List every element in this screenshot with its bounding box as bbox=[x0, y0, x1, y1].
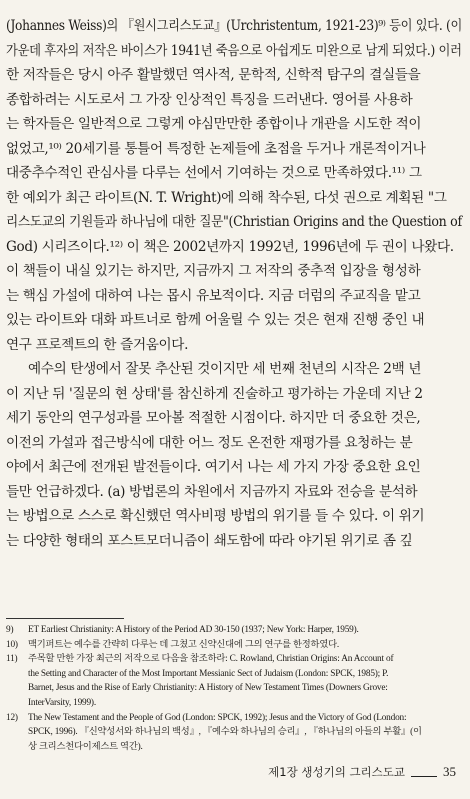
body-line: (Johannes Weiss)의 『원시그리스도교』(Urchristentum, 1921-23)⁹⁾ 등이 있다. (이 bbox=[6, 18, 462, 34]
footnote-number: 12) bbox=[6, 712, 18, 723]
footnote-line: 상 크리스천다이제스트 역간). bbox=[28, 741, 143, 752]
body-line: 세기 동안의 연구성과를 모아볼 적절한 시점이다. 하지만 더 중요한 것은, bbox=[6, 410, 421, 426]
footnote-line: ET Earliest Christianity: A History of the Period AD 30-150 (1937; New York: Harper, 1959). bbox=[28, 625, 359, 635]
footnote-number: 9) bbox=[6, 625, 14, 635]
body-line: 이 책들이 내실 있기는 하지만, 지금까지 그 저작의 중추적 입장을 형성하 bbox=[6, 263, 421, 279]
body-line: 종합하려는 시도로서 그 가장 인상적인 특징을 드러낸다. 영어를 사용하 bbox=[6, 91, 413, 108]
body-line: 대중추수적인 관심사를 다루는 선에서 기여하는 것으로 만족하였다.¹¹⁾ 그 bbox=[6, 165, 422, 181]
footnote-line: 맥기퍼트는 예수를 간략히 다루는 데 그쳤고 신약신대에 그의 연구를 한정하였다. bbox=[28, 639, 340, 650]
running-footer bbox=[268, 764, 456, 780]
footnote-line: Barnet, Jesus and the Rise of Early Christianity: A History of New Testament Times (Downers Grove: bbox=[28, 683, 388, 694]
body-line: 없었고,¹⁰⁾ 20세기를 통틀어 특정한 논제들에 초점을 두거나 개론적이거나 bbox=[6, 140, 426, 157]
body-text bbox=[6, 14, 462, 553]
footnote-line: 주목할 만한 가장 최근의 저작으로 다음을 참조하라: C. Rowland, Christian Origins: An Account of bbox=[28, 654, 394, 665]
body-line: 한 저작들은 당시 아주 활발했던 역사적, 문학적, 신학적 탐구의 결실들을 bbox=[6, 67, 421, 83]
body-line: 는 다양한 형태의 포스트모더니즘이 쇄도함에 따라 야기된 위기로 좀 깊 bbox=[6, 532, 413, 549]
body-line: 예수의 탄생에서 잘못 추산된 것이지만 세 번째 천년의 시작은 2백 년 bbox=[28, 361, 422, 377]
footnote-line: the Setting and Character of the Most Important Messianic Sect of Judaism (London: SPCK, 1985); P. bbox=[28, 668, 389, 679]
body-line: 는 방법으로 스스로 확신했던 역사비평 방법의 위기를 들 수 있다. 이 위기 bbox=[6, 508, 425, 524]
body-line: 이전의 가설과 접근방식에 대한 어느 정도 온전한 재평가를 요청하는 분 bbox=[6, 434, 413, 451]
body-line: God) 시리즈이다.¹²⁾ 이 책은 2002년까지 1992년, 1996년에 두 권이 나왔다. bbox=[6, 238, 454, 255]
footnotes bbox=[6, 618, 462, 754]
page-number: 35 bbox=[443, 764, 456, 779]
chapter-title: 제1장 생성기의 그리스도교 bbox=[268, 765, 405, 779]
footnote-rule bbox=[6, 618, 124, 619]
body-line: 리스도교의 기원들과 하나님에 대한 질문"(Christian Origins and the Question of bbox=[6, 214, 462, 230]
body-line: 이 지난 뒤 '질문의 현 상태'를 참신하게 진술하고 평가하는 가운데 지난 2 bbox=[6, 385, 423, 402]
body-line: 한 예외가 최근 라이트(N. T. Wright)에 의해 착수된, 다섯 권으로 계획된 "그 bbox=[6, 189, 447, 206]
footnote bbox=[6, 638, 462, 653]
footnote-number: 10) bbox=[6, 639, 18, 650]
footnote bbox=[6, 711, 462, 755]
body-line: 가운데 후자의 저작은 바이스가 1941년 죽음으로 아쉽게도 미완으로 남게 되었다.) 이러 bbox=[6, 42, 462, 59]
body-line: 는 핵심 가설에 대하여 나는 몹시 유보적이다. 지금 더럼의 주교직을 맡고 bbox=[6, 287, 421, 304]
footnote-line: InterVarsity, 1999). bbox=[28, 697, 96, 708]
footnote bbox=[6, 623, 462, 638]
body-line: 야에서 최근에 전개된 발전들이다. 여기서 나는 세 가지 가장 중요한 요인 bbox=[6, 459, 421, 475]
body-line: 는 학자들은 일반적으로 그렇게 야심만만한 종합이나 개관을 시도한 적이 bbox=[6, 116, 422, 132]
body-line: 연구 프로젝트의 한 즐거움이다. bbox=[6, 336, 189, 353]
footnote-line: SPCK, 1996). 『신약성서와 하나님의 백성』, 『예수와 하나님의 승리』, 『하나님의 아들의 부활』(이 bbox=[28, 727, 422, 738]
footnote bbox=[6, 652, 462, 710]
footnote-number: 11) bbox=[6, 654, 18, 665]
footer-rule bbox=[411, 776, 437, 777]
body-line: 들만 언급하겠다. (a) 방법론의 차원에서 지금까지 자료와 전승을 분석하 bbox=[6, 483, 418, 500]
footnote-line: The New Testament and the People of God (London: SPCK, 1992); Jesus and the Victory of God (London: bbox=[28, 712, 407, 723]
body-line: 있는 라이트와 대화 파트너로 함께 어울릴 수 있는 것은 현재 진행 중인 내 bbox=[6, 312, 425, 328]
